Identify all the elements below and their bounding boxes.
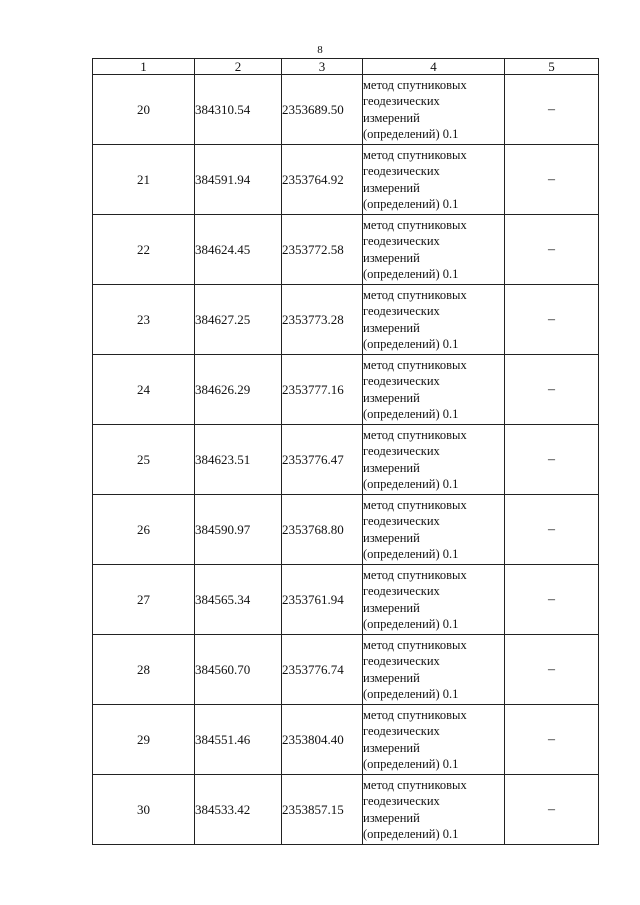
description-cell xyxy=(505,215,599,285)
table-body xyxy=(93,59,599,845)
description-cell xyxy=(505,565,599,635)
method-line: измерений xyxy=(363,320,420,335)
coordinate-y-cell: 2353761.94 xyxy=(282,565,363,635)
column-header-4: 4 xyxy=(363,59,505,75)
coordinate-x-cell: 384310.54 xyxy=(195,75,282,145)
coordinate-y-cell: 2353777.16 xyxy=(282,355,363,425)
description-cell xyxy=(505,775,599,845)
point-number-cell: 27 xyxy=(93,565,195,635)
method-line: геодезических xyxy=(363,794,440,808)
method-line: (определений) 0.1 xyxy=(363,827,459,841)
coordinate-y-cell: 2353764.92 xyxy=(282,145,363,215)
method-cell xyxy=(363,285,505,355)
method-cell xyxy=(363,775,505,845)
coordinate-y-cell: 2353768.80 xyxy=(282,495,363,565)
method-line: (определений) 0.1 xyxy=(363,407,459,421)
method-line: геодезических xyxy=(363,304,440,318)
description-cell xyxy=(505,705,599,775)
method-line: измерений xyxy=(363,180,420,195)
method-line: метод спутниковых xyxy=(363,567,467,582)
method-line: (определений) 0.1 xyxy=(363,267,459,281)
page-number: 8 xyxy=(317,44,323,56)
coordinate-x-cell: 384624.45 xyxy=(195,215,282,285)
coordinate-x-cell: 384551.46 xyxy=(195,705,282,775)
table-row xyxy=(93,215,599,285)
column-header-5: 5 xyxy=(505,59,599,75)
method-line: геодезических xyxy=(363,234,440,248)
method-line: метод спутниковых xyxy=(363,357,467,372)
dash-mark: – xyxy=(548,732,555,747)
method-cell xyxy=(363,75,505,145)
point-number-cell: 25 xyxy=(93,425,195,495)
method-line: (определений) 0.1 xyxy=(363,757,459,771)
table-header-row xyxy=(93,59,599,75)
method-line: (определений) 0.1 xyxy=(363,477,459,491)
method-line: (определений) 0.1 xyxy=(363,127,459,141)
method-line: геодезических xyxy=(363,654,440,668)
dash-mark: – xyxy=(548,382,555,397)
dash-mark: – xyxy=(548,312,555,327)
method-line: геодезических xyxy=(363,584,440,598)
method-line: измерений xyxy=(363,600,420,615)
description-cell xyxy=(505,635,599,705)
method-line: метод спутниковых xyxy=(363,77,467,92)
method-cell xyxy=(363,145,505,215)
method-line: измерений xyxy=(363,110,420,125)
method-cell xyxy=(363,215,505,285)
method-line: метод спутниковых xyxy=(363,637,467,652)
point-number-cell: 29 xyxy=(93,705,195,775)
table-row xyxy=(93,565,599,635)
column-header-1: 1 xyxy=(93,59,195,75)
coordinate-x-cell: 384623.51 xyxy=(195,425,282,495)
method-line: измерений xyxy=(363,250,420,265)
method-line: (определений) 0.1 xyxy=(363,337,459,351)
method-line: метод спутниковых xyxy=(363,427,467,442)
point-number-cell: 21 xyxy=(93,145,195,215)
coordinate-y-cell: 2353804.40 xyxy=(282,705,363,775)
description-cell xyxy=(505,145,599,215)
method-line: метод спутниковых xyxy=(363,497,467,512)
method-line: измерений xyxy=(363,670,420,685)
method-line: измерений xyxy=(363,390,420,405)
table-row xyxy=(93,705,599,775)
point-number-cell: 23 xyxy=(93,285,195,355)
table-row xyxy=(93,425,599,495)
dash-mark: – xyxy=(548,592,555,607)
point-number-cell: 26 xyxy=(93,495,195,565)
point-number-cell: 28 xyxy=(93,635,195,705)
coordinate-x-cell: 384533.42 xyxy=(195,775,282,845)
description-cell xyxy=(505,495,599,565)
table-row xyxy=(93,285,599,355)
dash-mark: – xyxy=(548,102,555,117)
table-row xyxy=(93,635,599,705)
method-line: геодезических xyxy=(363,724,440,738)
coordinate-y-cell: 2353776.47 xyxy=(282,425,363,495)
method-line: измерений xyxy=(363,530,420,545)
method-line: геодезических xyxy=(363,164,440,178)
coordinate-y-cell: 2353857.15 xyxy=(282,775,363,845)
coordinates-table xyxy=(92,58,599,845)
point-number-cell: 22 xyxy=(93,215,195,285)
dash-mark: – xyxy=(548,242,555,257)
method-line: (определений) 0.1 xyxy=(363,197,459,211)
method-line: метод спутниковых xyxy=(363,217,467,232)
column-header-2: 2 xyxy=(195,59,282,75)
coordinate-y-cell: 2353689.50 xyxy=(282,75,363,145)
method-line: (определений) 0.1 xyxy=(363,547,459,561)
table-row xyxy=(93,145,599,215)
description-cell xyxy=(505,285,599,355)
coordinate-x-cell: 384591.94 xyxy=(195,145,282,215)
method-cell xyxy=(363,495,505,565)
description-cell xyxy=(505,355,599,425)
description-cell xyxy=(505,75,599,145)
method-line: (определений) 0.1 xyxy=(363,687,459,701)
point-number-cell: 30 xyxy=(93,775,195,845)
dash-mark: – xyxy=(548,522,555,537)
dash-mark: – xyxy=(548,802,555,817)
method-line: геодезических xyxy=(363,514,440,528)
method-cell xyxy=(363,425,505,495)
table-row xyxy=(93,75,599,145)
method-line: метод спутниковых xyxy=(363,287,467,302)
method-line: измерений xyxy=(363,740,420,755)
method-cell xyxy=(363,705,505,775)
column-header-3: 3 xyxy=(282,59,363,75)
method-line: метод спутниковых xyxy=(363,777,467,792)
coordinate-x-cell: 384565.34 xyxy=(195,565,282,635)
point-number-cell: 20 xyxy=(93,75,195,145)
method-line: (определений) 0.1 xyxy=(363,617,459,631)
method-line: метод спутниковых xyxy=(363,147,467,162)
method-line: измерений xyxy=(363,810,420,825)
dash-mark: – xyxy=(548,172,555,187)
method-cell xyxy=(363,565,505,635)
coordinate-x-cell: 384560.70 xyxy=(195,635,282,705)
coordinate-x-cell: 384626.29 xyxy=(195,355,282,425)
coordinate-y-cell: 2353772.58 xyxy=(282,215,363,285)
table-row xyxy=(93,775,599,845)
dash-mark: – xyxy=(548,662,555,677)
table-row xyxy=(93,495,599,565)
method-cell xyxy=(363,635,505,705)
table-row xyxy=(93,355,599,425)
point-number-cell: 24 xyxy=(93,355,195,425)
method-line: метод спутниковых xyxy=(363,707,467,722)
coordinate-y-cell: 2353776.74 xyxy=(282,635,363,705)
coordinate-y-cell: 2353773.28 xyxy=(282,285,363,355)
coordinate-x-cell: 384627.25 xyxy=(195,285,282,355)
coordinate-x-cell: 384590.97 xyxy=(195,495,282,565)
method-line: геодезических xyxy=(363,374,440,388)
description-cell xyxy=(505,425,599,495)
method-line: геодезических xyxy=(363,94,440,108)
dash-mark: – xyxy=(548,452,555,467)
method-cell xyxy=(363,355,505,425)
method-line: геодезических xyxy=(363,444,440,458)
method-line: измерений xyxy=(363,460,420,475)
